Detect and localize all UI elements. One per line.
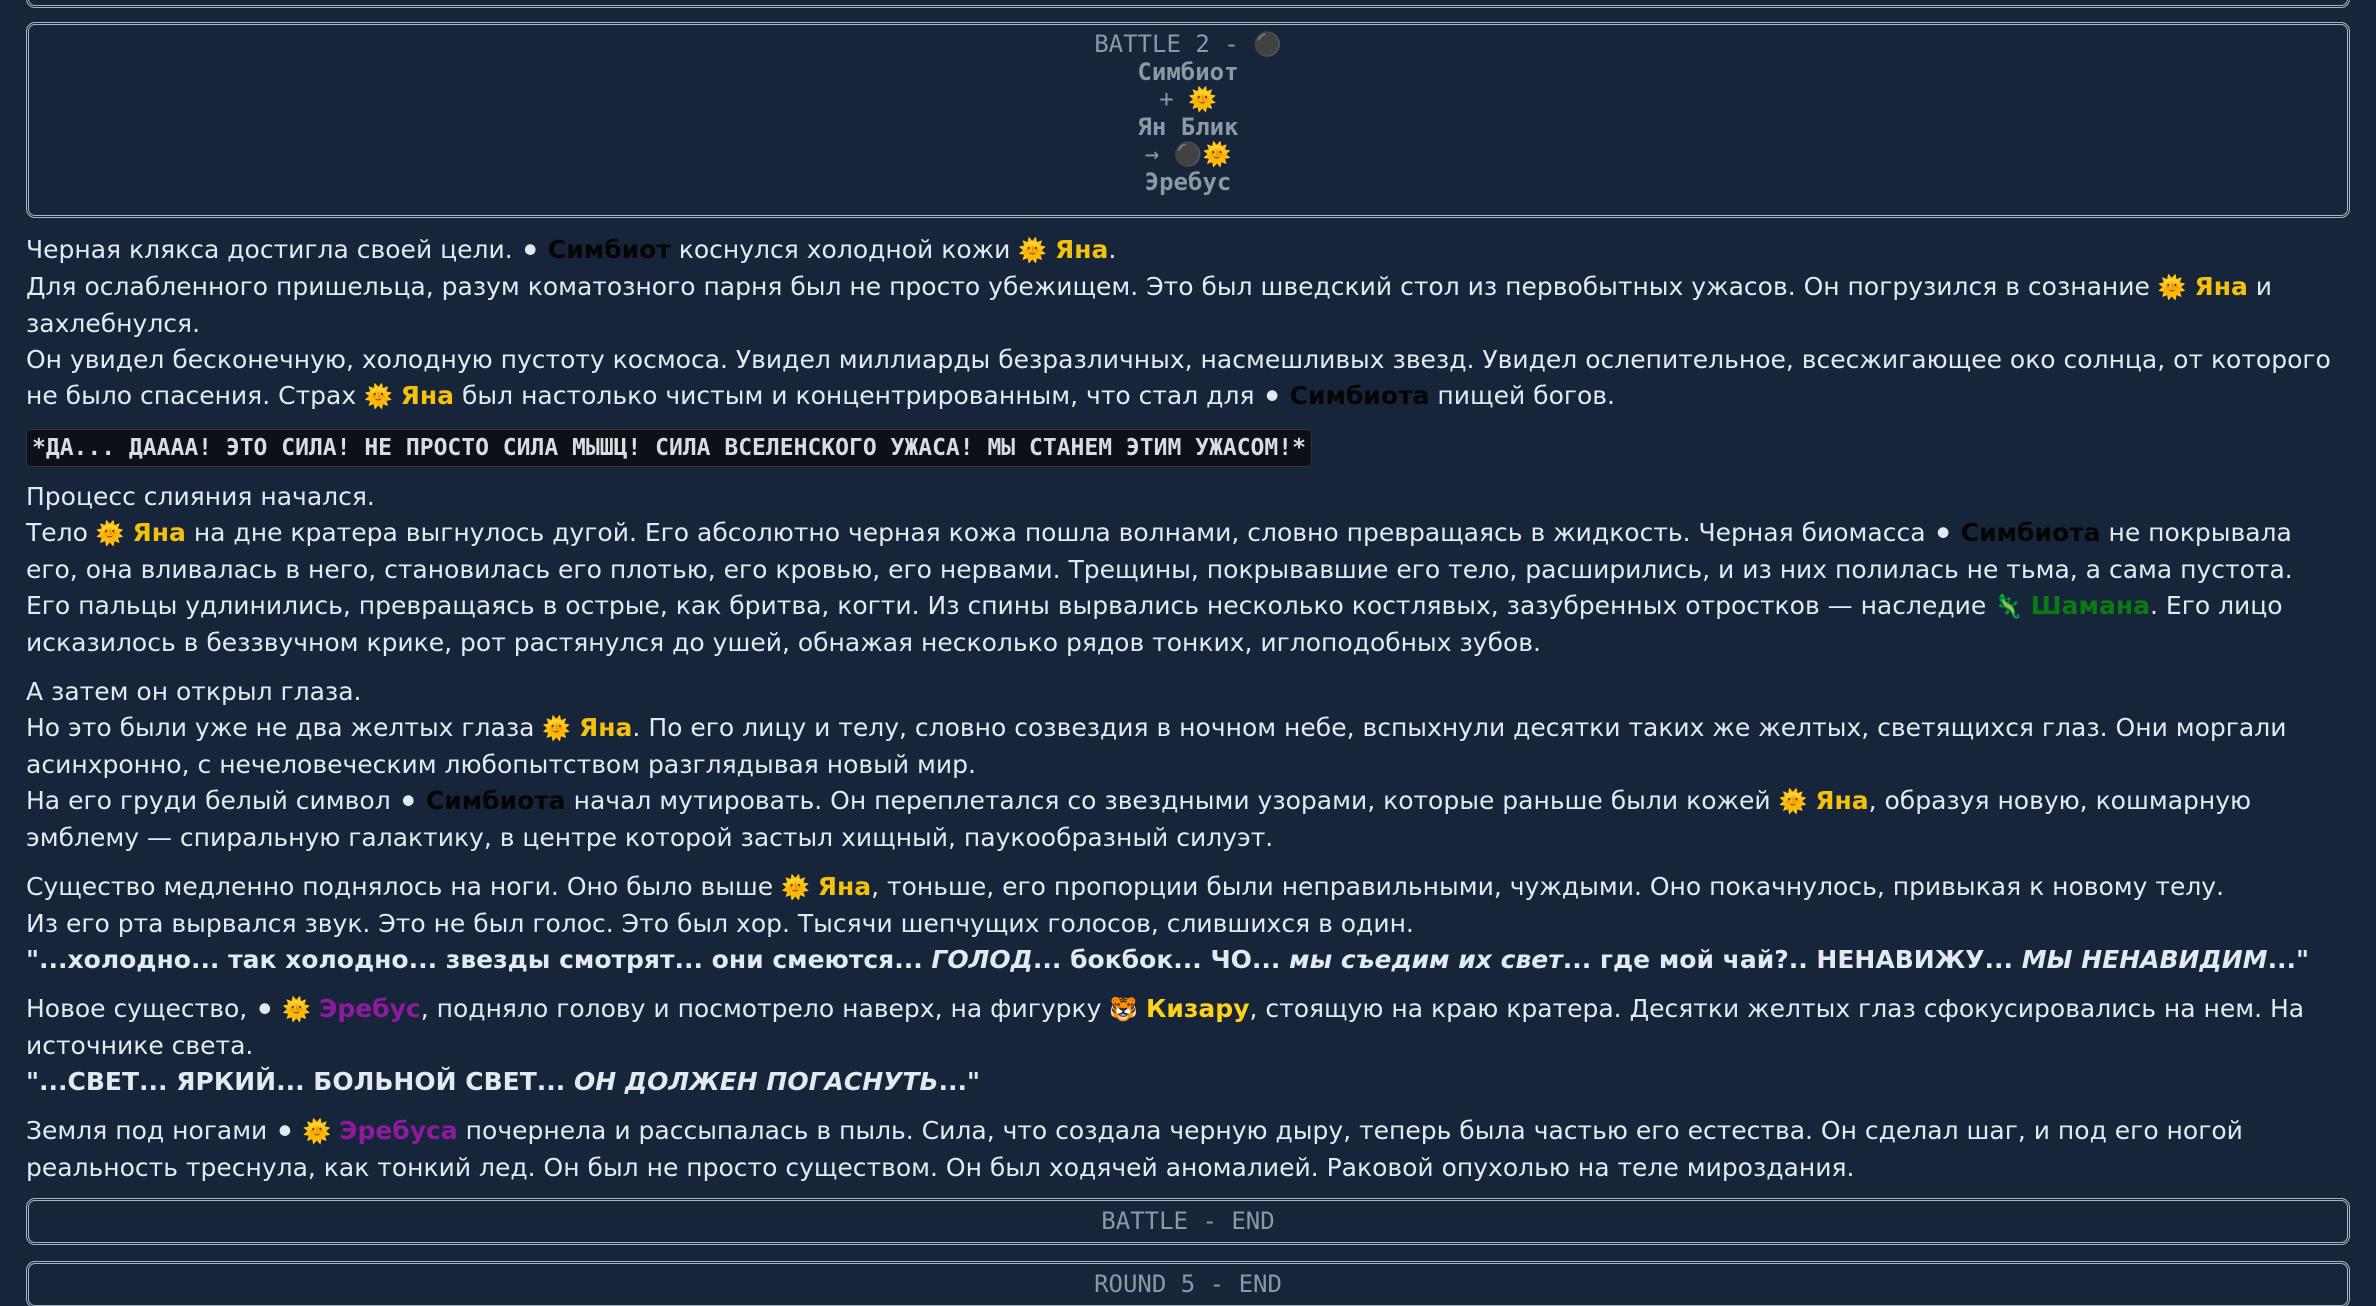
fusion-icons: ⚫🌞 [1173, 142, 1232, 168]
battle-title-row [29, 31, 2347, 59]
battle-end-banner: BATTLE - END [26, 1198, 2350, 1245]
sun-icon: 🌞 [542, 716, 572, 742]
name-symbiote: Симбиота [425, 786, 566, 815]
sun-icon: 🌞 [1018, 238, 1048, 264]
name-kizaru: Кизару [1145, 994, 1250, 1023]
battle-header [26, 22, 2350, 218]
paragraph: Он увидел бесконечную, холодную пустоту космоса. Увидел миллиарды безразличных, насмешливых звезд. Увидел ослепительное, всесжигающее око солнца, от которого не было спасения. Страх 🌞 Яна был настолько чистым и концентрированным, что стал для ⚫ Симбиота пищей богов. [26, 345, 2331, 410]
name-yana: Яна [1815, 786, 1869, 815]
fusion-result-erebus: Эребус [1144, 168, 1232, 196]
sun-icon: 🌞 [364, 384, 393, 410]
paragraph: Тело 🌞 Яна на дне кратера выгнулось дугой. Его абсолютно черная кожа пошла волнами, словно превращаясь в жидкость. Черная биомасса ⚫ Симбиота не покрывала его, она вливалась в него, становилась его плотью, его кровью, его нервами. Трещины, покрывавшие его тело, расширились, и из них полилась не тьма, а сама пустота. [26, 518, 2293, 584]
name-yana: Яна [2194, 272, 2248, 301]
paragraph: Его пальцы удлинились, превращаясь в острые, как бритва, когти. Из спины вырвались несколько костлявых, зазубренных отростков — наследие 🦎 Шамана. Его лицо исказилось в беззвучном крике, рот растянулся до ушей, обнажая несколько рядов тонких, иглоподобных зубов. [26, 591, 2283, 657]
arrow-sign: → [1144, 140, 1174, 168]
chorus-quote: "...холодно... так холодно... звезды смотрят... они смеются... ГОЛОД... бокбок... ЧО... мы съедим их свет... где мой чай?.. НЕНАВИЖУ... МЫ НЕНАВИДИМ..." [26, 945, 2310, 974]
name-symbiote: Симбиот [547, 235, 671, 264]
sun-icon: 🌞 [2157, 275, 2187, 301]
paragraph: Новое существо, ⚫ 🌞 Эребус, подняло голову и посмотрело наверх, на фигурку 🐯 Кизару, стоящую на краю кратера. Десятки желтых глаз сфокусировались на нем. На источнике света. [26, 994, 2305, 1060]
symbiote-speech-code-block: *ДА... ДАААА! ЭТО СИЛА! НЕ ПРОСТО СИЛА МЫШЦ! СИЛА ВСЕЛЕНСКОГО УЖАСА! МЫ СТАНЕМ ЭТИМ УЖАСОМ!* [26, 429, 1312, 467]
name-yana: Яна [579, 713, 633, 742]
sun-icon: 🌞 [781, 875, 810, 901]
paragraph: Черная клякса достигла своей цели. ⚫ Симбиот коснулся холодной кожи 🌞 Яна. [26, 235, 1117, 264]
paragraph: Процесс слияния начался. [26, 482, 375, 511]
paragraph: Из его рта вырвался звук. Это не был голос. Это был хор. Тысячи шепчущих голосов, слившихся в один. [26, 909, 1414, 938]
sun-icon: 🌞 [282, 997, 312, 1023]
fusion-source-symbiote: Симбиот [1137, 58, 1239, 86]
symbiote-icon: ⚫ [520, 238, 540, 264]
name-symbiote: Симбиота [1960, 518, 2101, 547]
name-erebus: Эребуса [339, 1116, 458, 1145]
paragraph: Для ослабленного пришельца, разум коматозного парня был не просто убежищем. Это был шведский стол из первобытных ужасов. Он погрузился в сознание 🌞 Яна и захлебнулся. [26, 272, 2273, 338]
name-symbiote: Симбиота [1289, 381, 1430, 410]
sun-icon: 🌞 [1778, 789, 1808, 815]
symbiote-icon: ⚫ [275, 1119, 295, 1145]
paragraph: Но это были уже не два желтых глаза 🌞 Яна. По его лицу и телу, словно созвездия в ночном небе, вспыхнули десятки таких же желтых, светящихся глаз. Они моргали асинхронно, с нечеловеческим любопытством разглядывая новый мир. [26, 713, 2287, 779]
name-yana: Яна [132, 518, 186, 547]
sun-icon: 🌞 [302, 1119, 332, 1145]
symbiote-icon: ⚫ [1253, 32, 1282, 58]
symbiote-icon: ⚫ [1262, 384, 1282, 410]
round-end-banner: ROUND 5 - END [26, 1261, 2350, 1306]
previous-block-edge [26, 0, 2350, 8]
sun-icon: 🌞 [1188, 87, 1217, 113]
paragraph: Земля под ногами ⚫ 🌞 Эребуса почернела и рассыпалась в пыль. Сила, что создала черную дыру, теперь была частью его естества. Он сделал шаг, и под его ногой реальность треснула, как тонкий лед. Он был не просто существом. Он был ходячей аномалией. Раковой опухолью на теле мироздания. [26, 1116, 2243, 1182]
sun-icon: 🌞 [95, 521, 125, 547]
symbiote-icon: ⚫ [398, 789, 418, 815]
name-yana: Яна [400, 381, 455, 410]
symbiote-icon: ⚫ [255, 997, 275, 1023]
lizard-icon: 🦎 [1994, 594, 2023, 620]
plus-sign: + [1159, 85, 1189, 113]
paragraph: На его груди белый символ ⚫ Симбиота начал мутировать. Он переплетался со звездными узорами, которые раньше были кожей 🌞 Яна, образуя новую, кошмарную эмблему — спиральную галактику, в центре которой застыл хищный, паукообразный силуэт. [26, 786, 2252, 852]
name-shaman: Шамана [2030, 591, 2150, 620]
tiger-icon: 🐯 [1109, 997, 1138, 1023]
paragraph: А затем он открыл глаза. [26, 677, 362, 706]
name-yana: Яна [1054, 235, 1109, 264]
erebus-quote: "...СВЕТ... ЯРКИЙ... БОЛЬНОЙ СВЕТ... ОН ДОЛЖЕН ПОГАСНУТЬ..." [26, 1067, 981, 1096]
symbiote-icon: ⚫ [1933, 521, 1953, 547]
story-text [26, 232, 2350, 1186]
name-erebus: Эребус [318, 994, 421, 1023]
name-yana: Яна [817, 872, 872, 901]
fusion-source-yan: Ян Блик [1137, 113, 1239, 141]
battle-title: BATTLE 2 - [1094, 30, 1254, 58]
paragraph: Существо медленно поднялось на ноги. Оно было выше 🌞 Яна, тоньше, его пропорции были неправильными, чуждыми. Оно покачнулось, привыкая к новому телу. [26, 872, 2225, 901]
